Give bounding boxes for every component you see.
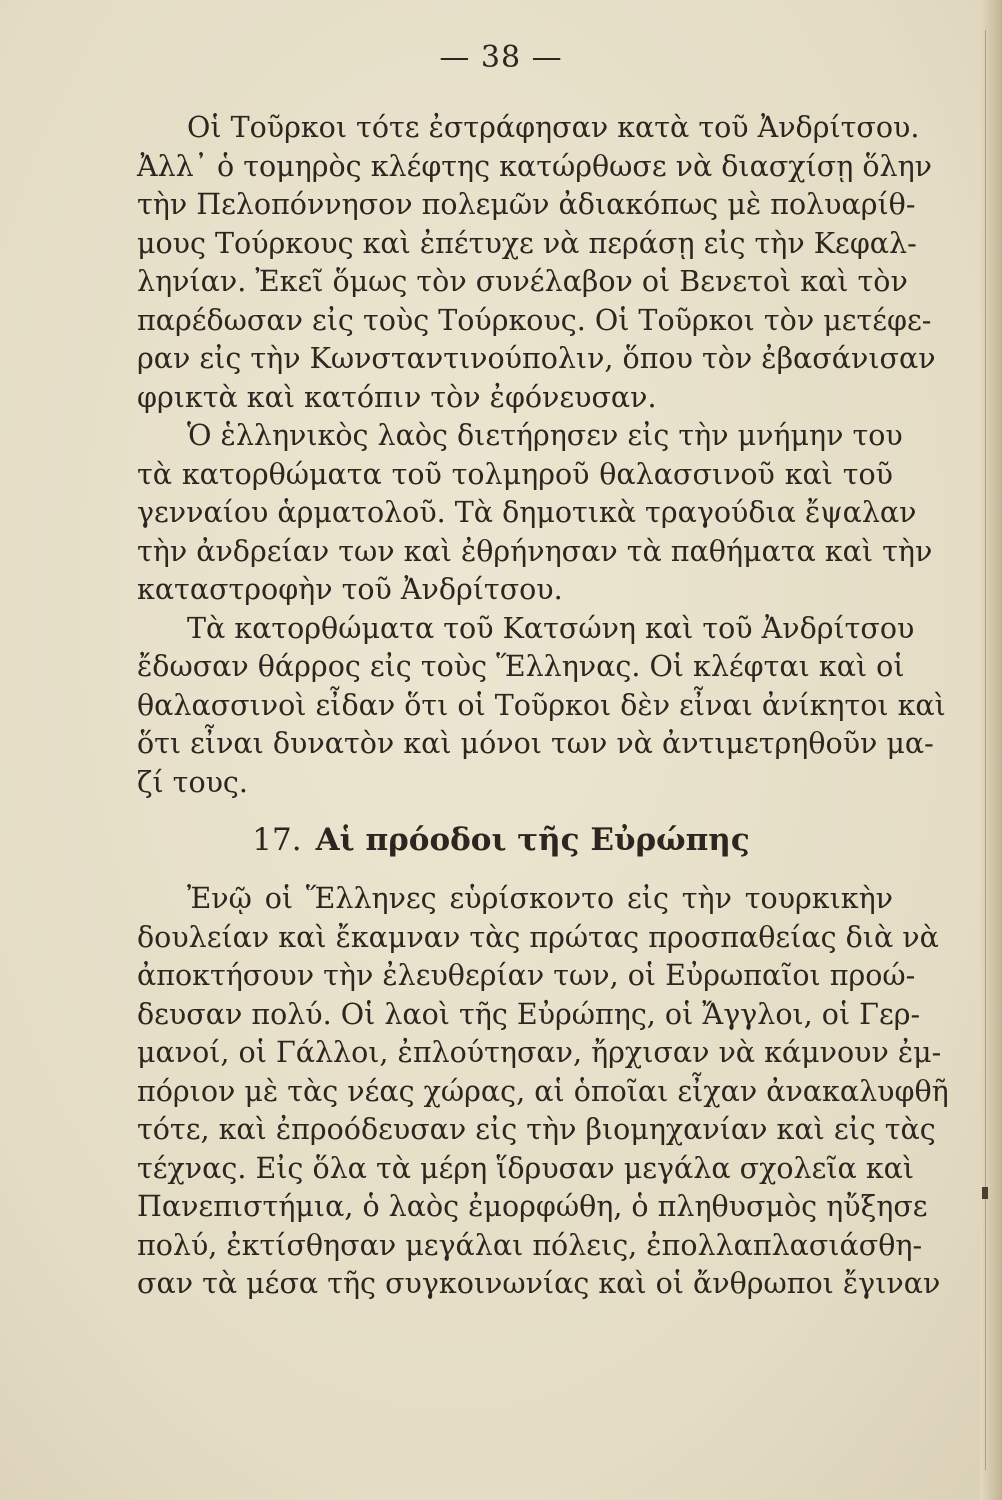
text-line: ἔδωσαν θάρρος εἰς τοὺς Ἕλληνας. Οἱ κλέφται καὶ οἱ — [137, 650, 905, 683]
text-line: δευσαν πολύ. Οἱ λαοὶ τῆς Εὐρώπης, οἱ Ἄγγλοι, οἱ Γερ- — [137, 997, 921, 1031]
text-line: τὴν ἀνδρείαν των καὶ ἐθρήνησαν τὰ παθήματα καὶ τὴν — [137, 534, 933, 568]
page-edge-line — [985, 30, 986, 1470]
text-line: Τὰ κατορθώματα τοῦ Κατσώνη καὶ τοῦ Ἀνδρίτσου — [187, 611, 915, 645]
text-line: Ὁ ἑλληνικὸς λαὸς διετήρησεν εἰς τὴν μνήμην του — [187, 419, 903, 452]
text-line: δουλείαν καὶ ἔκαμναν τὰς πρώτας προσπαθείας διὰ νὰ — [137, 920, 939, 954]
text-line: παρέδωσαν εἰς τοὺς Τούρκους. Οἱ Τοῦρκοι τὸν μετέφε- — [137, 303, 932, 337]
text-line: Οἱ Τοῦρκοι τότε ἐστράφησαν κατὰ τοῦ Ἀνδρίτσου. — [187, 111, 920, 144]
section-title: Αἱ πρόοδοι τῆς Εὐρώπης — [315, 822, 750, 858]
text-line: μους Τούρκους καὶ ἐπέτυχε νὰ περάσῃ εἰς τὴν Κεφαλ- — [137, 226, 917, 260]
text-line: ληνίαν. Ἐκεῖ ὅμως τὸν συνέλαβον οἱ Βενετοὶ καὶ τὸν — [137, 265, 908, 298]
text-line: θαλασσινοὶ εἶδαν ὅτι οἱ Τοῦρκοι δὲν εἶναι ἀνίκητοι καὶ — [137, 688, 946, 722]
text-line: τὴν Πελοπόννησον πολεμῶν ἀδιακόπως μὲ πολυαρίθ- — [137, 188, 916, 221]
section-heading — [0, 819, 1002, 861]
text-line: μανοί, οἱ Γάλλοι, ἐπλούτησαν, ἤρχισαν νὰ κάμνουν ἐμ- — [137, 1036, 942, 1069]
text-line: ραν εἰς τὴν Κωνσταντινούπολιν, ὅπου τὸν ἐβασάνισαν — [137, 342, 936, 375]
text-line: πολύ, ἐκτίσθησαν μεγάλαι πόλεις, ἐπολλαπλασιάσθη- — [137, 1228, 923, 1262]
text-line: σαν τὰ μέσα τῆς συγκοινωνίας καὶ οἱ ἄνθρωποι ἔγιναν — [137, 1267, 941, 1300]
text-line: Πανεπιστήμια, ὁ λαὸς ἐμορφώθη, ὁ πληθυσμὸς ηὔξησε — [137, 1190, 928, 1223]
text-line: ζί τους. — [137, 765, 248, 799]
text-line: τότε, καὶ ἐπροόδευσαν εἰς τὴν βιομηχανίαν καὶ εἰς τὰς — [137, 1113, 936, 1146]
text-line: τὰ κατορθώματα τοῦ τολμηροῦ θαλασσινοῦ καὶ τοῦ — [137, 457, 893, 491]
text-line: Ἐνῷ οἱ Ἕλληνες εὑρίσκοντο εἰς τὴν τουρκικὴν — [187, 882, 893, 915]
margin-mark — [982, 1187, 988, 1199]
text-line: τέχνας. Εἰς ὅλα τὰ μέρη ἵδρυσαν μεγάλα σχολεῖα καὶ — [137, 1151, 915, 1185]
text-line: φρικτὰ καὶ κατόπιν τὸν ἐφόνευσαν. — [137, 380, 657, 414]
text-line: ἀποκτήσουν τὴν ἐλευθερίαν των, οἱ Εὐρωπαῖοι προώ- — [137, 959, 916, 992]
section-number: 17. — [252, 822, 302, 858]
text-line: ὅτι εἶναι δυνατὸν καὶ μόνοι των νὰ ἀντιμετρηθοῦν μα- — [137, 727, 934, 760]
text-line: γενναίου ἁρματολοῦ. Τὰ δημοτικὰ τραγούδια ἔψαλαν — [137, 496, 917, 529]
page-number: — 38 — — [439, 40, 563, 75]
page-edge — [980, 0, 1002, 1500]
text-line: πόριον μὲ τὰς νέας χώρας, αἱ ὁποῖαι εἶχαν ἀνακαλυφθῆ — [137, 1074, 949, 1108]
text-line: καταστροφὴν τοῦ Ἀνδρίτσου. — [137, 573, 563, 606]
text-line: Ἀλλ᾽ ὁ τομηρὸς κλέφτης κατώρθωσε νὰ διασχίσῃ ὅλην — [137, 149, 932, 183]
